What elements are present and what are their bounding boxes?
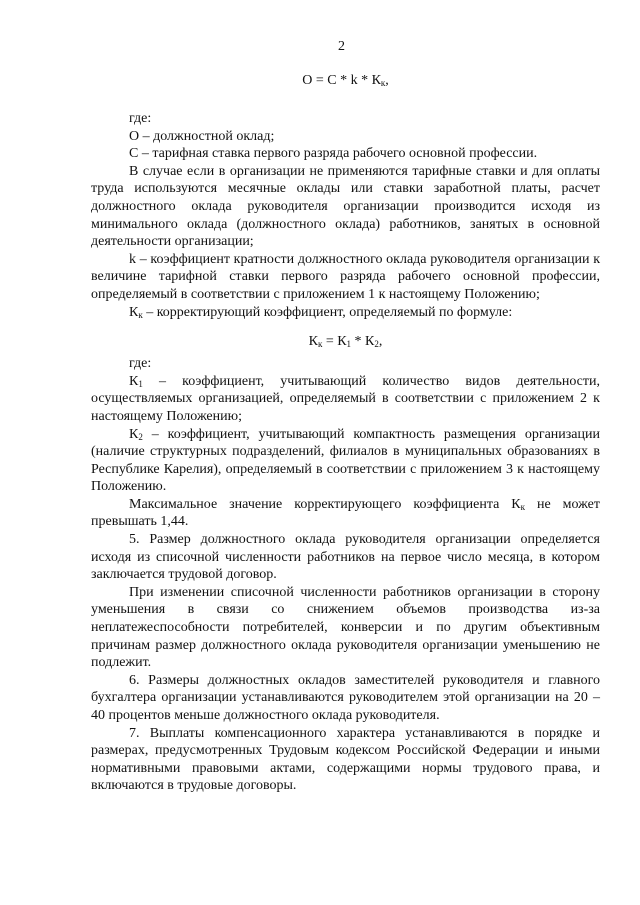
paragraph-6: 6. Размеры должностных окладов заместителей руководителя и главного бухгалтера организации устанавливаются руководителем этой организации на 20 – 40 процентов меньше должностного оклада руководителя. xyxy=(91,672,600,723)
cf-a-sub: к xyxy=(317,339,323,350)
k1-subscript: 1 xyxy=(138,378,143,389)
kk-subscript: к xyxy=(138,309,143,320)
paragraph-7: 7. Выплаты компенсационного характера устанавливаются в порядке и размерах, предусмотренных Трудовым кодексом Российской Федерации и иными нормативными правовыми актами, содержащими нормы трудового права, и включаются в трудовые договоры. xyxy=(91,725,600,794)
salary-formula-subscript: к xyxy=(380,78,386,88)
k1-symbol: К xyxy=(129,373,139,389)
kk-text: – корректирующий коэффициент, определяемый по формуле: xyxy=(142,304,513,320)
paragraph-headcount-change: При изменении списочной численности работников организации в сторону уменьшения в связи со снижением объемов производства из-за неплатежеспособности потребителей, конверсии и по другим объективным причинам размер должностного оклада руководителя организации уменьшению не подлежит. xyxy=(91,584,600,671)
paragraph-5: 5. Размер должностного оклада руководителя организации определяется исходя из списочной численности работников на первое число месяца, в котором заключается трудовой договор. xyxy=(91,532,600,583)
cf-b: = К xyxy=(322,334,347,350)
salary-formula-main: О = С * k * К xyxy=(302,73,381,88)
where-label-2: где: xyxy=(129,356,152,372)
definition-c: С – тарифная ставка первого разряда рабочего основной профессии. xyxy=(129,146,538,162)
cf-c: * К xyxy=(351,334,375,350)
kk-symbol: К xyxy=(129,304,139,320)
page-number: 2 xyxy=(338,39,345,54)
definition-k: k – коэффициент кратности должностного оклада руководителя организации к величине тарифной ставки первого разряда рабочего основной профессии, определяемый в соответствии с приложением 1 к настоящему Положению; xyxy=(91,251,600,302)
salary-formula-tail: , xyxy=(385,73,389,88)
max-subscript: к xyxy=(520,501,526,512)
cf-b-sub: 1 xyxy=(346,339,352,350)
cf-c-sub: 2 xyxy=(374,339,379,350)
correction-formula xyxy=(91,333,600,351)
definition-kk xyxy=(91,304,600,322)
definition-k2 xyxy=(91,426,600,496)
k2-subscript: 2 xyxy=(138,431,143,442)
k2-symbol: К xyxy=(129,426,139,442)
k2-text: – коэффициент, учитывающий компактность размещения организации (наличие структурных подразделений, филиалов в муниципальных образованиях в Республике Карелия), определяемый в соответствии с приложением 3 к настоящему Положению. xyxy=(91,426,600,495)
k1-text: – коэффициент, учитывающий количество видов деятельности, осуществляемых организацией, определяемый в соответствии с приложением 2 к настоящему Положению; xyxy=(91,373,600,424)
definition-o: О – должностной оклад; xyxy=(129,128,275,144)
paragraph-monthly-salaries: В случае если в организации не применяются тарифные ставки и для оплаты труда используются месячные оклады или ставки заработной платы, расчет должностного оклада руководителя организации производится исходя из минимального оклада (должностного оклада) работников, занятых в основной деятельности организации; xyxy=(91,163,600,250)
cf-tail: , xyxy=(378,334,383,350)
max-pre: Максимальное значение корректирующего коэффициента К xyxy=(129,496,521,512)
max-text: не может превышать 1,44. xyxy=(91,496,600,530)
definition-k1 xyxy=(91,373,600,426)
cf-a: К xyxy=(308,334,318,350)
salary-formula xyxy=(91,72,600,90)
paragraph-max-coefficient xyxy=(91,496,600,531)
where-label-1: где: xyxy=(129,111,152,126)
